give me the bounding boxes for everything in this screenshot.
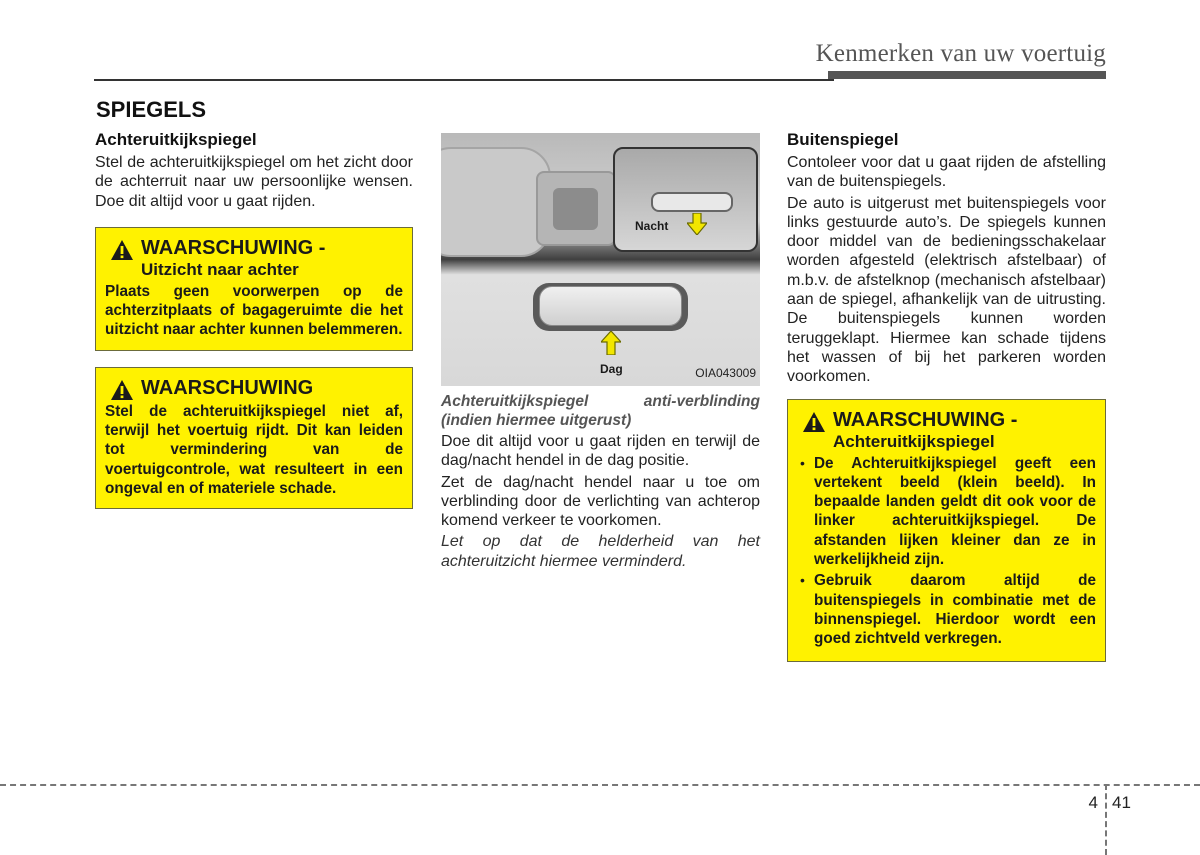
warning-triangle-icon — [803, 412, 825, 432]
warning-triangle-icon — [111, 240, 133, 260]
anti-glare-note: Let op dat de helderheid van het achteruitzicht hiermee verminderd. — [441, 533, 760, 570]
inset-mirror — [651, 192, 733, 212]
outside-mirror-paragraph-2: De auto is uitgerust met buitenspiegels voor links gestuurde auto’s. De spiegels kunnen door middel van de bedieningsschakelaar worden afgesteld (elektrisch afstelbaar) of m.b.v. de afstelknop (mechanisch afstelbaar) aan de spiegel, afhankelijk van de uitrusting. De buitenspiegels kunnen worden teruggeklapt. Hiermee kan schade tijdens het wassen of bij het parkeren worden voorkomen. — [787, 194, 1106, 386]
page-number: 41 — [1112, 793, 1131, 812]
header-rule-thick — [828, 71, 1106, 79]
arrow-down-icon — [687, 213, 707, 235]
header-rule-thin — [94, 79, 834, 81]
warning-subtitle: Uitzicht naar achter — [141, 259, 299, 279]
middle-column — [441, 133, 760, 573]
outside-mirror-paragraph-1: Contoleer voor dat u gaat rijden de afstelling van de buitenspiegels. — [787, 154, 1106, 191]
arrow-up-icon — [601, 331, 621, 355]
rearview-mirror-paragraph: Stel de achteruitkijkspiegel om het zicht door de achterruit naar uw persoonlijke wensen. Doe dit altijd voor u gaat rijden. — [95, 154, 413, 210]
warning-subtitle: Achteruitkijkspiegel — [833, 431, 995, 451]
figure-code: OIA043009 — [695, 366, 756, 380]
warning-text: Stel de achteruitkijkspiegel niet af, terwijl het voertuig rijdt. Dit kan leiden tot vermindering van de voertuigcontrole, wat resulteert in een ongeval en of materiele schade. — [105, 402, 403, 497]
running-header-title: Kenmerken van uw voertuig — [815, 40, 1106, 67]
warning-title: WAARSCHUWING — [141, 376, 314, 399]
warning-bullet-list — [797, 454, 1096, 649]
figure-caption: Achteruitkijkspiegel anti-verblinding (indien hiermee uitgerust) — [441, 393, 760, 429]
warning-box-rearview-distortion — [787, 399, 1106, 662]
warning-text: Plaats geen voorwerpen op de achterzitplaats of bagageruimte die het uitzicht naar achter kunnen belemmeren. — [105, 282, 403, 339]
warning-box-rear-view — [95, 227, 413, 351]
warning-title: WAARSCHUWING - — [833, 408, 1018, 431]
mirror-glass — [539, 286, 682, 326]
night-label: Nacht — [635, 219, 669, 233]
overhead-lamp-lens — [553, 188, 598, 230]
rearview-mirror-illustration — [441, 133, 760, 386]
section-title: SPIEGELS — [96, 97, 207, 122]
warning-bullet: • De Achteruitkijkspiegel geeft een vertekent beeld (klein beeld). In bepaalde landen geldt dit ook voor de linker achteruitkijkspiegel. De afstanden lijken kleiner dan ze in werkelijkheid zijn. — [797, 454, 1096, 570]
day-label: Dag — [600, 362, 623, 376]
footer-dashed-rule — [0, 784, 1200, 786]
left-column — [95, 130, 413, 509]
anti-glare-paragraph-2: Zet de dag/nacht hendel naar u toe om verblinding door de verlichting van achterop komend verkeer te voorkomen. — [441, 473, 760, 530]
chapter-number: 4 — [1088, 793, 1098, 812]
inset-night-position — [613, 147, 758, 252]
sun-visor-shape — [441, 147, 551, 257]
warning-triangle-icon — [111, 380, 133, 400]
right-column — [787, 130, 1106, 662]
outside-mirror-heading: Buitenspiegel — [787, 130, 899, 149]
warning-bullet: • Gebruik daarom altijd de buitenspiegels in combinatie met de binnenspiegel. Hierdoor wordt een goed zichtveld verkregen. — [797, 571, 1096, 648]
rearview-mirror-heading: Achteruitkijkspiegel — [95, 130, 257, 149]
warning-title: WAARSCHUWING - — [141, 236, 326, 259]
anti-glare-paragraph-1: Doe dit altijd voor u gaat rijden en terwijl de dag/nacht hendel in de dag positie. — [441, 433, 760, 470]
footer-dashed-divider — [1105, 784, 1107, 855]
warning-box-adjust-while-driving — [95, 367, 413, 509]
